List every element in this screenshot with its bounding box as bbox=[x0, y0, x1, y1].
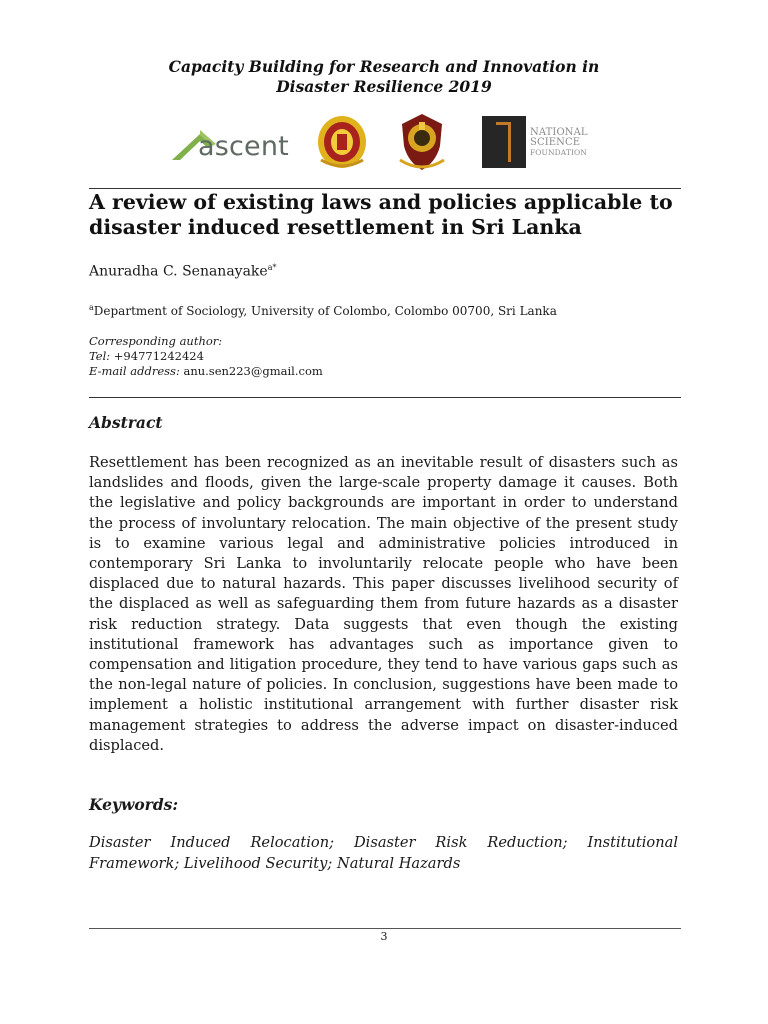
paper-title bbox=[89, 190, 689, 240]
tel-value: +94771242424 bbox=[113, 349, 204, 363]
affiliation-text: Department of Sociology, University of Colombo, Colombo 00700, Sri Lanka bbox=[93, 304, 557, 318]
abstract-text: Resettlement has been recognized as an inevitable result of disasters such as landslides and floods, given the large-scale property damage it causes. Both the legislative and policy backgrounds are important in order to understand the process of involuntary relocation. The main objective of the present study is to examine various legal and administrative policies introduced in contemporary Sri Lanka to involuntarily relocate people who have been displaced due to natural hazards. This paper discusses livelihood security of the displaced as well as safeguarding them from future hazards as a disaster risk reduction strategy. Data suggests that even though the existing institutional framework has advantages such as importance given to compensation and litigation procedure, they tend to have various gaps such as the non-legal nature of policies. In conclusion, suggestions have been made to implement a holistic institutional arrangement with further disaster risk management strategies to address the adverse impact on disaster-induced displaced. bbox=[89, 454, 678, 754]
conference-title bbox=[0, 57, 768, 97]
abstract-heading: Abstract bbox=[89, 413, 163, 432]
keywords-heading: Keywords: bbox=[89, 795, 179, 814]
affiliation-superscript: a bbox=[89, 303, 94, 312]
nsf-logo-mark bbox=[482, 116, 526, 168]
author bbox=[89, 263, 276, 280]
tel-line bbox=[89, 349, 323, 364]
nsf-line2: SCIENCE bbox=[530, 137, 581, 148]
conference-title-line1: Capacity Building for Research and Innovation in bbox=[168, 57, 600, 76]
footer-rule bbox=[89, 928, 681, 929]
abstract-top-rule bbox=[89, 397, 681, 398]
university-seal-logo bbox=[315, 114, 369, 170]
logo-strip bbox=[0, 112, 768, 174]
keywords-text: Disaster Induced Relocation; Disaster Risk Reduction; Institutional Framework; Livelihood Security; Natural Hazards bbox=[89, 834, 678, 872]
email-label: E-mail address: bbox=[89, 364, 180, 378]
nsf-line3: FOUNDATION bbox=[530, 148, 587, 157]
crest-icon bbox=[315, 114, 369, 170]
nsf-line1: NATIONAL bbox=[530, 127, 588, 138]
conference-title-line2: Disaster Resilience 2019 bbox=[276, 77, 492, 96]
ascent-logo-text: ascent bbox=[198, 131, 289, 162]
page-number: 3 bbox=[380, 930, 388, 943]
paper-title-line2: disaster induced resettlement in Sri Lanka bbox=[89, 215, 582, 239]
tel-label: Tel: bbox=[89, 349, 111, 363]
affiliation bbox=[89, 303, 557, 318]
nsf-logo-text bbox=[530, 128, 588, 158]
title-top-rule bbox=[89, 188, 681, 189]
email-line bbox=[89, 364, 323, 379]
crest-icon bbox=[396, 112, 448, 172]
institute-crest-logo bbox=[396, 112, 448, 172]
nsf-mark-icon bbox=[482, 116, 526, 168]
author-superscript: a* bbox=[267, 263, 277, 272]
corresponding-label: Corresponding author: bbox=[89, 334, 223, 348]
paper-title-line1: A review of existing laws and policies applicable to bbox=[89, 190, 673, 214]
nsf-logo bbox=[482, 116, 596, 168]
author-name: Anuradha C. Senanayake bbox=[89, 263, 268, 280]
email-value: anu.sen223@gmail.com bbox=[183, 364, 323, 378]
corresponding-author-block bbox=[89, 334, 323, 379]
ascent-logo bbox=[170, 122, 292, 166]
